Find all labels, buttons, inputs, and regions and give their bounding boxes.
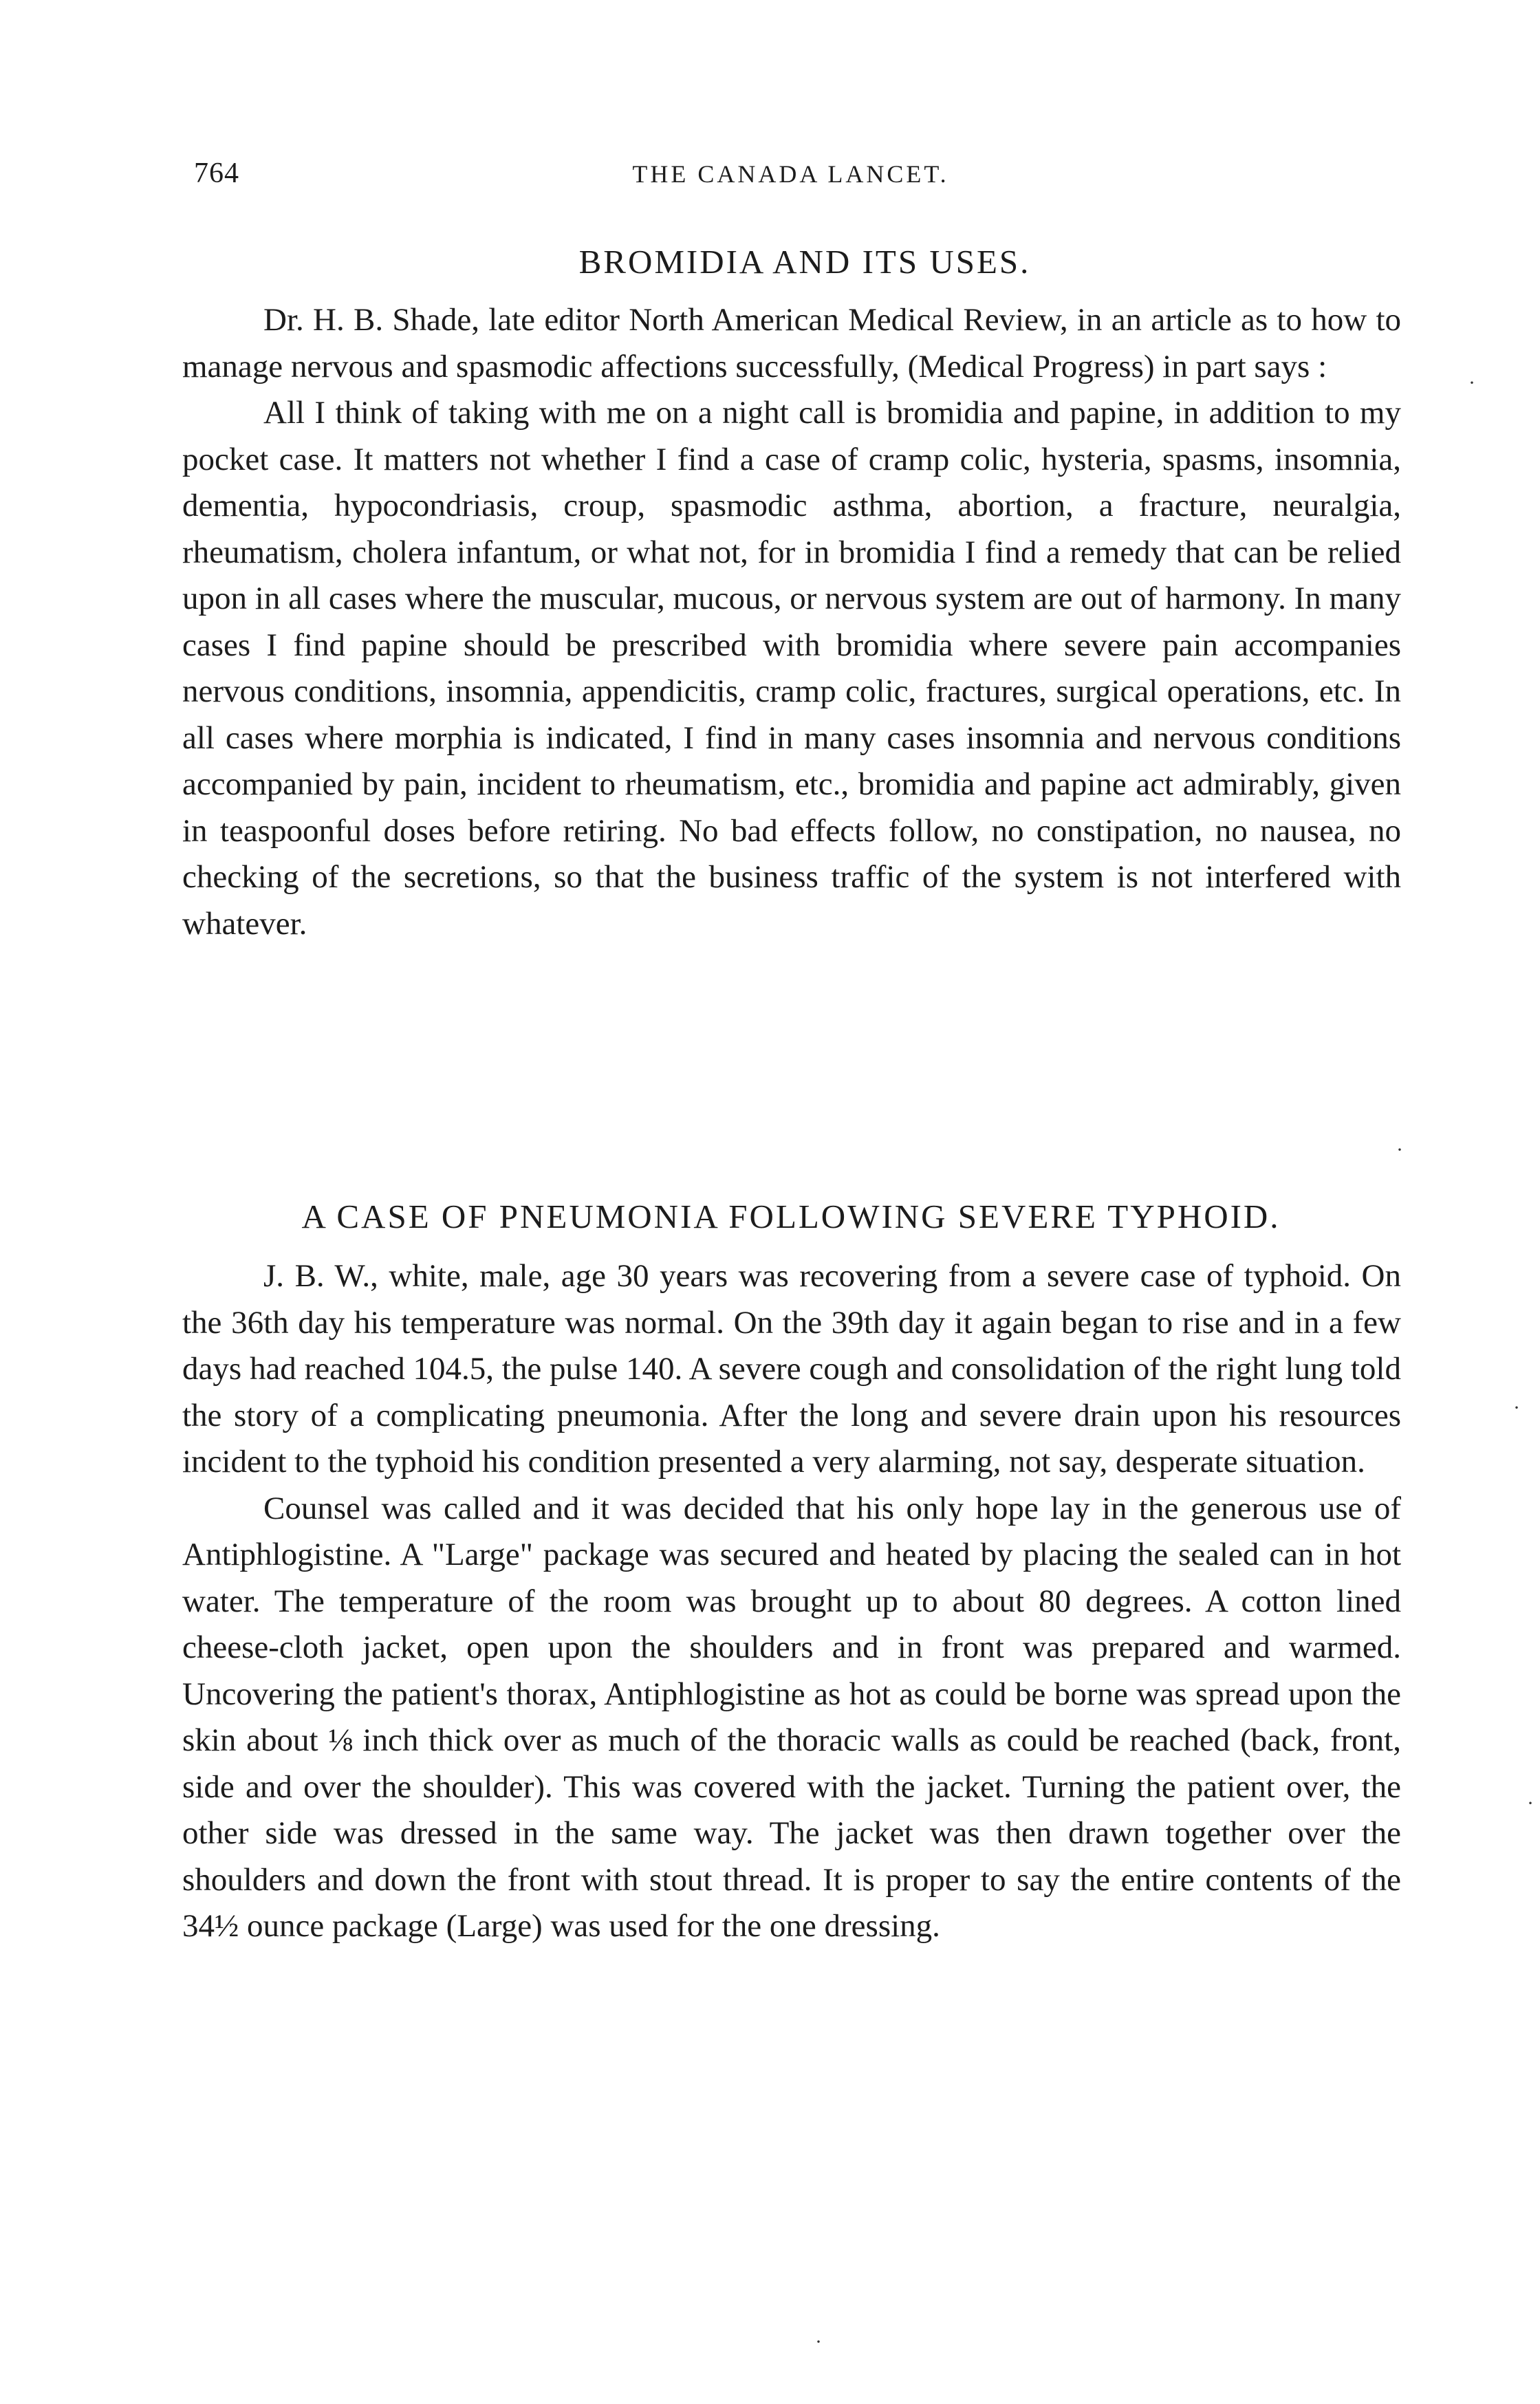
article-body-pneumonia — [182, 1253, 1401, 1950]
article-title-pneumonia: A CASE OF PNEUMONIA FOLLOWING SEVERE TYPHOID. — [301, 1198, 1281, 1235]
print-speck: · — [815, 2330, 822, 2353]
print-speck: · — [1468, 371, 1475, 394]
paragraph: Dr. H. B. Shade, late editor North American Medical Review, in an article as to how to manage nervous and spasmodic affections successfully, (Medical Progress) in part says : — [182, 302, 1401, 385]
paragraph: Counsel was called and it was decided that his only hope lay in the generous use of Antiphlogistine. A "Large" package was secured and heated by placing the sealed can in hot water. The temperature of the room was brought up to about 80 degrees. A cotton lined cheese-cloth jacket, open upon the shoulders and in front was prepared and warmed. Uncovering the patient's thorax, Antiphlogistine as hot as could be borne was spread upon the skin about ⅛ inch thick over as much of the thoracic walls as could be reached (back, front, side and over the shoulder). This was covered with the jacket. Turning the patient over, the other side was dressed in the same way. The jacket was then drawn together over the shoulders and down the front with stout thread. It is proper to say the entire contents of the 34½ ounce package (Large) was used for the one dressing. — [182, 1490, 1401, 1944]
page-number: 764 — [194, 158, 239, 189]
print-speck: · — [1396, 1138, 1403, 1161]
article-body-bromidia — [182, 297, 1401, 947]
paragraph: All I think of taking with me on a night call is bromidia and papine, in addition to my pocket case. It matters not whether I find a case of cramp colic, hysteria, spasms, insomnia, dementia, hypocondriasis, croup, spasmodic asthma, abortion, a fracture, neuralgia, rheumatism, cholera infantum, or what not, for in bromidia I find a remedy that can be relied upon in all cases where the muscular, mucous, or nervous system are out of harmony. In many cases I find papine should be prescribed with bromidia where severe pain accompanies nervous conditions, insomnia, appendicitis, cramp colic, fractures, surgical operations, etc. In all cases where morphia is indicated, I find in many cases insomnia and nervous conditions accompanied by pain, incident to rheumatism, etc., bromidia and papine act admirably, given in teaspoonful doses before retiring. No bad effects follow, no constipation, no nausea, no checking of the secretions, so that the business traffic of the system is not interfered with whatever. — [182, 395, 1401, 942]
print-speck: · — [1513, 1396, 1520, 1419]
print-speck: · — [1527, 1792, 1534, 1815]
paragraph: J. B. W., white, male, age 30 years was recovering from a severe case of typhoid. On the 36th day his temperature was normal. On the 39th day it again began to rise and in a few days had reached 104.5, the pulse 140. A severe cough and consolidation of the right lung told the story of a complicating pneumonia. After the long and severe drain upon his resources incident to the typhoid his condition presented a very alarming, not say, desperate situation. — [182, 1258, 1401, 1480]
article-title-bromidia: BROMIDIA AND ITS USES. — [578, 243, 1031, 281]
running-head: THE CANADA LANCET. — [632, 160, 949, 188]
